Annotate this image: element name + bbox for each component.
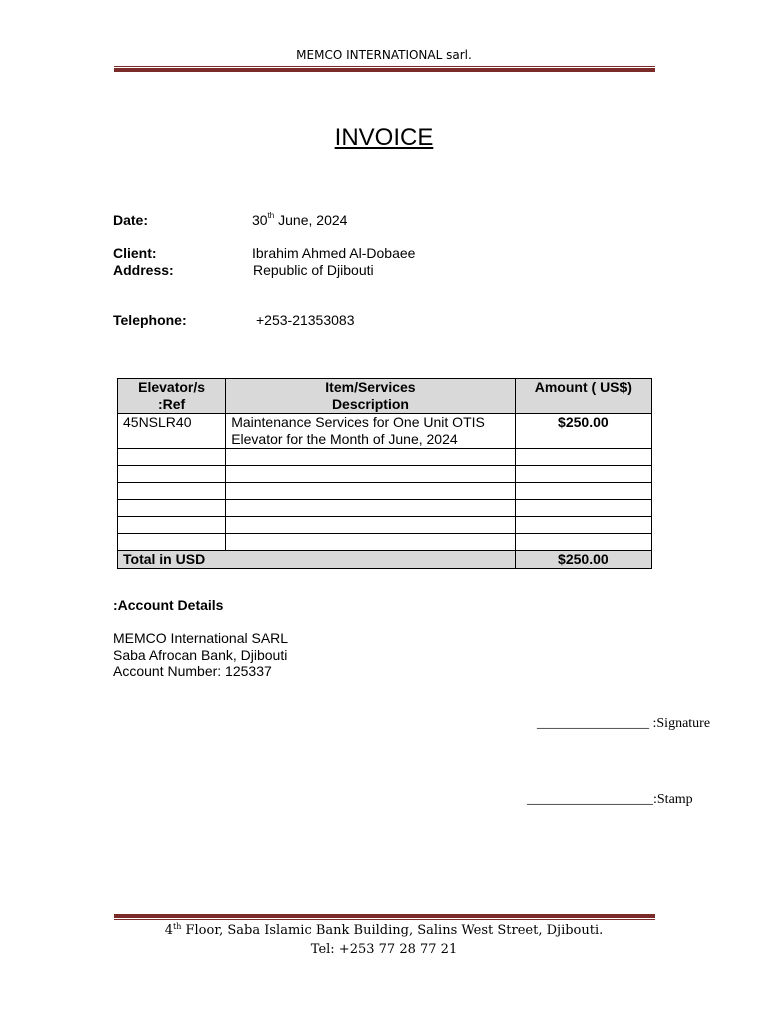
empty-row [118,483,652,500]
empty-row [118,517,652,534]
invoice-title: INVOICE [334,124,434,151]
table-row [118,414,652,449]
col-header-description: Item/Services Description [226,379,516,414]
client-value: Ibrahim Ahmed Al-Dobaee [252,245,416,261]
table-header-row [118,379,652,414]
telephone-label: Telephone: [113,312,187,328]
invoice-table [117,378,652,569]
company-header: MEMCO INTERNATIONAL sarl. [296,48,472,62]
total-row [118,551,652,569]
client-label: Client: [113,245,157,261]
footer-rule-thick [114,914,655,918]
header-rule-thin [114,66,655,67]
address-value: Republic of Djibouti [253,262,374,278]
empty-row [118,466,652,483]
footer-telephone: Tel: +253 77 28 77 21 [310,942,458,957]
account-details-title: :Account Details [113,597,224,613]
stamp-field: __________________:Stamp [527,792,693,807]
total-amount: $250.00 [515,551,651,569]
account-line-number: Account Number: 125337 [113,663,272,679]
empty-row [118,534,652,551]
header-rule-thick [114,68,655,72]
telephone-value: +253-21353083 [256,312,355,328]
col-header-ref: Elevator/s :Ref [118,379,226,414]
empty-row [118,500,652,517]
row-description: Maintenance Services for One Unit OTIS Elevator for the Month of June, 2024 [226,414,516,449]
account-line-bank: Saba Afrocan Bank, Djibouti [113,647,288,663]
footer-rule-thin [114,919,655,920]
total-label: Total in USD [118,551,516,569]
empty-row [118,449,652,466]
date-label: Date: [113,212,149,228]
account-line-name: MEMCO International SARL [113,630,289,646]
footer-address: 4th Floor, Saba Islamic Bank Building, Salins West Street, Djibouti. [164,922,604,938]
row-ref: 45NSLR40 [118,414,226,449]
date-value: 30th June, 2024 [252,211,348,228]
row-amount: $250.00 [515,414,651,449]
col-header-amount: Amount ( US$) [515,379,651,414]
address-label: Address: [113,262,174,278]
signature-field: ________________ :Signature [537,716,711,731]
